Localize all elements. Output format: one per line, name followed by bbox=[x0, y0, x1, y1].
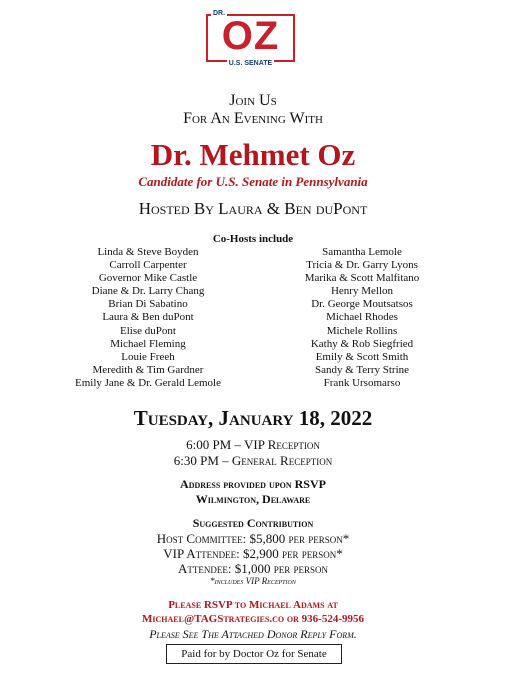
candidate-subtitle: Candidate for U.S. Senate in Pennsylvania bbox=[138, 174, 368, 189]
cohost-name: Michele Rollins bbox=[326, 324, 398, 337]
logo-oz-text: OZ bbox=[221, 14, 280, 58]
cohost-name: Diane & Dr. Larry Chang bbox=[91, 285, 205, 298]
cohost-name: Michael Rhodes bbox=[326, 311, 398, 324]
cohost-name: Henry Mellon bbox=[330, 285, 393, 298]
cohost-name: Michael Fleming bbox=[110, 337, 186, 350]
event-date: Tuesday, January 18, 2022 bbox=[133, 406, 373, 430]
join-us-line: Join Us bbox=[229, 92, 277, 109]
cohost-name: Meredith & Tim Gardner bbox=[92, 363, 204, 376]
campaign-logo bbox=[206, 9, 299, 70]
hosted-by-line: Hosted By Laura & Ben duPont bbox=[138, 199, 368, 218]
cohost-name: Tricia & Dr. Garry Lyons bbox=[306, 259, 418, 272]
cohost-name: Elise duPont bbox=[120, 324, 176, 337]
rsvp-contact: Michael@TAGStrategies.co or 936-524-9956 bbox=[142, 613, 364, 625]
rsvp-line: Please RSVP to Michael Adams at bbox=[168, 599, 338, 611]
cohost-name: Governor Mike Castle bbox=[98, 272, 198, 285]
cohost-name: Kathy & Rob Siegfried bbox=[310, 337, 414, 350]
cohost-name: Marika & Scott Malfitano bbox=[304, 272, 420, 285]
honoree-name: Dr. Mehmet Oz bbox=[150, 137, 356, 172]
vip-reception-time: 6:00 PM – VIP Reception bbox=[186, 437, 320, 452]
general-reception-time: 6:30 PM – General Reception bbox=[173, 453, 333, 468]
cohost-name: Louie Freeh bbox=[121, 350, 175, 363]
donor-form-note: Please See The Attached Donor Reply Form. bbox=[149, 627, 357, 641]
cohost-name: Laura & Ben duPont bbox=[102, 311, 194, 324]
cohost-name: Linda & Steve Boyden bbox=[97, 246, 199, 258]
cohost-name: Emily & Scott Smith bbox=[315, 350, 409, 363]
evening-with-line: For An Evening With bbox=[183, 110, 323, 127]
vip-attendee-level: VIP Attendee: $2,900 per person* bbox=[163, 546, 343, 561]
logo-dr-text: DR. bbox=[213, 10, 226, 17]
cohost-name: Emily Jane & Dr. Gerald Lemole bbox=[74, 376, 221, 389]
cohost-name: Dr. George Moutsatsos bbox=[311, 298, 413, 311]
contribution-heading: Suggested Contribution bbox=[192, 516, 314, 530]
contribution-footnote: *includes VIP Reception bbox=[210, 576, 296, 586]
paid-for-disclaimer: Paid for by Doctor Oz for Senate bbox=[166, 644, 342, 664]
cohosts-left-column bbox=[40, 246, 256, 390]
cohost-name: Frank Ursomarso bbox=[323, 376, 401, 389]
host-committee-level: Host Committee: $5,800 per person* bbox=[156, 531, 350, 546]
cohosts-right-column bbox=[254, 246, 470, 390]
event-location: Wilmington, Delaware bbox=[195, 492, 311, 506]
address-note: Address provided upon RSVP bbox=[180, 477, 326, 491]
cohost-name: Brian Di Sabatino bbox=[108, 298, 188, 311]
attendee-level: Attendee: $1,000 per person bbox=[177, 561, 328, 576]
cohost-name: Samantha Lemole bbox=[322, 246, 402, 258]
cohost-name: Carroll Carpenter bbox=[109, 259, 187, 272]
logo-subtitle: U.S. SENATE bbox=[228, 60, 273, 67]
cohost-name: Sandy & Terry Strine bbox=[314, 363, 410, 376]
cohosts-heading: Co-Hosts include bbox=[212, 233, 294, 245]
